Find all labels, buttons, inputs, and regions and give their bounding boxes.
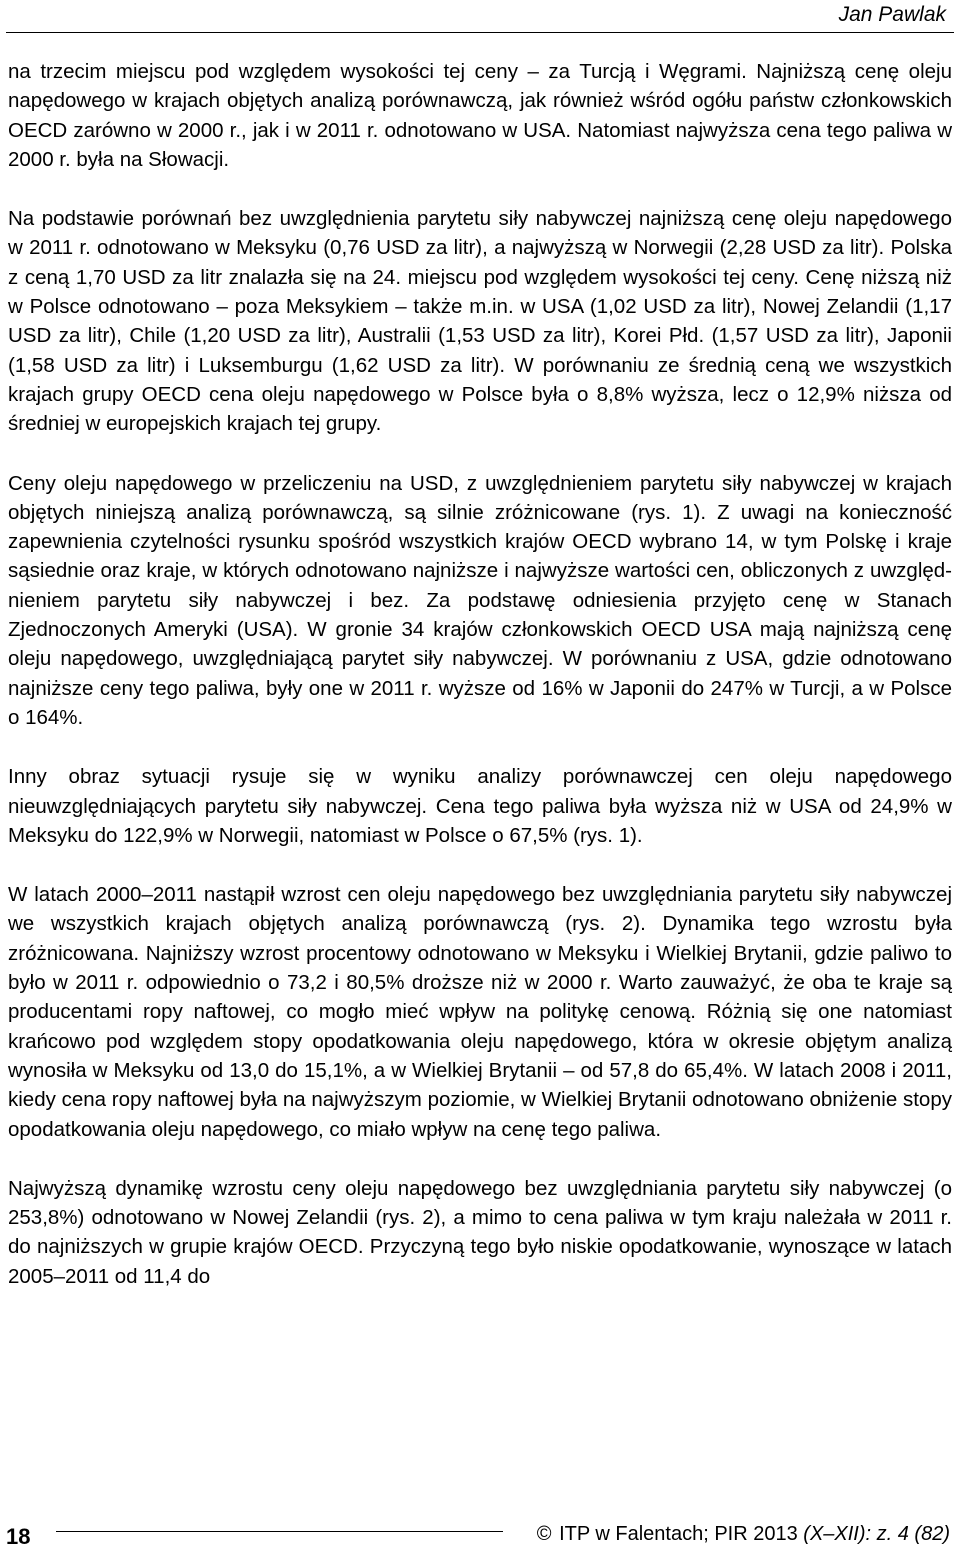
- page-header: [6, 0, 954, 33]
- paragraph-4: Inny obraz sytuacji rysuje się w wyniku analizy porównawczej cen oleju napędowego nieuwzględniających parytetu siły nabywczej. Cena tego paliwa była wyższa niż w USA od 24,9% w Meksyku do 122,9% w Norwegii, natomiast w Polsce o 67,5% (rys. 1).: [8, 765, 952, 847]
- page-number: 18: [6, 1524, 31, 1549]
- copyright-icon: ©: [536, 1523, 552, 1545]
- paragraph-5: W latach 2000–2011 nastąpił wzrost cen oleju napędowego bez uwzględniania parytetu siły nabywczej we wszystkich krajach objętych analizą porównawczą (rys. 2). Dynamika tego wzrostu była zróżnicowana. Najniższy wzrost procentowy odnotowano w Meksyku i Wielkiej Brytanii, gdzie paliwo to było w 2011 r. odpowiednio o 73,2 i 80,5% droższe niż w 2000 r. Warto zauważyć, że oba te kraje są producentami ropy naftowej, co mogło mieć wpływ na politykę cenową. Różnią się one natomiast krańcowo pod względem stopy opodatkowania oleju napędowego, która w okresie objętym analizą wynosiła w Meksyku od 13,0 do 15,1%, a w Wielkiej Brytanii – od 57,8 do 65,4%. W latach 2008 i 2011, kiedy cena ropy naftowej była na najwyższym poziomie, w Wielkiej Brytanii odnotowano obniżenie stopy opodatkowania oleju napędowego, co miało wpływ na cenę tego paliwa.: [8, 883, 952, 1141]
- paragraph-1: na trzecim miejscu pod względem wysokości tej ceny – za Turcją i Węgrami. Najniższą cenę oleju napędowego w krajach objętych analizą porównawczą, jak również wśród ogółu państw członkowskich OECD zarówno w 2000 r., jak i w 2011 r. odnotowano w USA. Natomiast najwyższa cena tego paliwa w 2000 r. była na Słowacji.: [8, 60, 952, 171]
- footer-issue-text: (X–XII): z. 4 (82): [803, 1523, 950, 1545]
- body-text: [8, 57, 952, 1291]
- running-head-author: Jan Pawlak: [838, 3, 946, 26]
- paragraph-6: Najwyższą dynamikę wzrostu ceny oleju napędowego bez uwzględniania parytetu siły nabywczej (o 253,8%) odnotowano w Nowej Zelandii (rys. 2), a mimo to cena paliwa w tym kraju należała w 2011 r. do najniższych w grupie krajów OECD. Przyczyną tego było niskie opodatkowanie, wynoszące w latach 2005–2011 od 11,4 do: [8, 1176, 952, 1288]
- paragraph-3: Ceny oleju napędowego w przeliczeniu na USD, z uwzględnieniem parytetu siły nabywczej w krajach objętych niniejszą analizą porównawczą, są silnie zróżnicowane (rys. 1). Z uwagi na konieczność zapewnienia czytelności rysunku spośród wszystkich krajów OECD wybrano 14, w tym Polskę i kraje sąsiednie oraz kraje, w których odnotowano najniższe i najwyższe wartości cen, obliczonych z uwzględnieniem parytetu siły nabywczej i bez. Za podstawę odniesienia przyjęto cenę w Stanach Zjednoczonych Ameryki (USA). W gronie 34 krajów członkowskich OECD USA mają najniższą cenę oleju napędowego, uwzględniającą parytet siły nabywczej. W porównaniu z USA, gdzie odnotowano najniższe ceny tego paliwa, były one w 2011 r. wyższe od 16% w Japonii do 247% w Turcji, a w Polsce o 164%.: [8, 471, 952, 729]
- page-footer: [6, 1512, 954, 1557]
- footer-citation: [537, 1521, 950, 1547]
- paragraph-2: Na podstawie porównań bez uwzględnienia parytetu siły nabywczej najniższą cenę oleju napędowego w 2011 r. odnotowano w Meksyku (0,76 USD za litr), a najwyższą w Norwegii (2,28 USD za litr). Polska z ceną 1,70 USD za litr znalazła się na 24. miejscu pod względem wysokości tej ceny. Cenę niższą niż w Polsce odnotowano – poza Meksykiem – także m.in. w USA (1,02 USD za litr), Nowej Zelandii (1,17 USD za litr), Chile (1,20 USD za litr), Australii (1,53 USD za litr), Korei Płd. (1,57 USD za litr), Japonii (1,58 USD za litr) i Luksemburgu (1,62 USD za litr). W porównaniu ze średnią ceną we wszystkich krajach grupy OECD cena oleju napędowego w Polsce była o 8,8% wyższa, lecz o 12,9% niższa od średniej w europejskich krajach tej grupy.: [8, 207, 952, 436]
- footer-divider: [56, 1531, 503, 1532]
- footer-source-text: ITP w Falentach; PIR 2013: [559, 1523, 798, 1545]
